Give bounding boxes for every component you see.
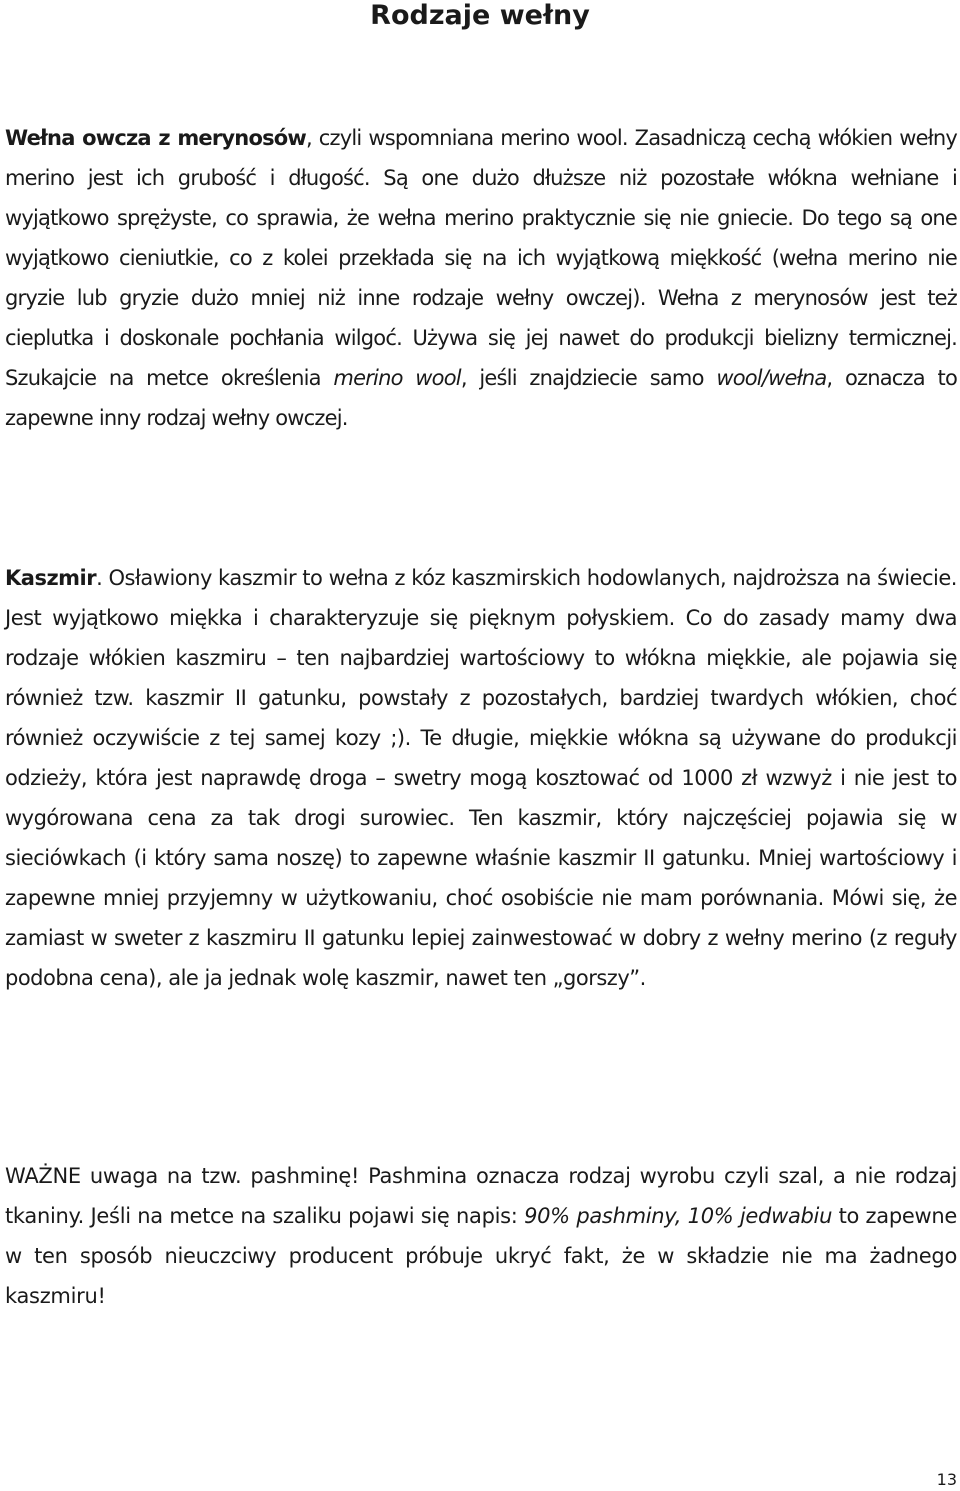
merino-text-part-3: , oznacza to zapewne inny rodzaj wełny owczej. [5, 366, 957, 430]
wool-italic-term: wool/wełna [716, 366, 827, 390]
page-number: 13 [936, 1470, 957, 1489]
merino-wool-italic-term: merino wool [333, 366, 461, 390]
paragraph-merino-wool [5, 118, 957, 438]
pashmina-text-part-1: WAŻNE uwaga na tzw. pashminę! Pashmina oznacza rodzaj wyrobu czyli szal, a nie rodzaj tkaniny. Jeśli na metce na szaliku pojawi się napis: [5, 1164, 957, 1228]
paragraph-pashmina-warning [5, 1156, 957, 1316]
page-title: Rodzaje wełny [370, 0, 590, 31]
merino-wool-lead: Wełna owcza z merynosów [5, 126, 306, 150]
cashmere-lead: Kaszmir [5, 566, 97, 590]
merino-text-part-1: , czyli wspomniana merino wool. Zasadniczą cechą włókien wełny merino jest ich grubość i długość. Są one dużo dłuższe niż pozostałe włókna wełniane i wyjątkowo sprężyste, co sprawia, że wełna merino praktycznie się nie gniecie. Do tego są one wyjątkowo cieniutkie, co z kolei przekłada się na ich wyjątkową miękkość (wełna merino nie gryzie lub gryzie dużo mniej niż inne rodzaje wełny owczej). Wełna z merynosów jest też cieplutka i doskonale pochłania wilgoć. Używa się jej nawet do produkcji bielizny termicznej. Szukajcie na metce określenia [5, 126, 957, 390]
paragraph-cashmere [5, 558, 957, 998]
pashmina-text-part-2: to zapewne w ten sposób nieuczciwy producent próbuje ukryć fakt, że w składzie nie ma żadnego kaszmiru! [5, 1204, 957, 1308]
merino-text-part-2: , jeśli znajdziecie samo [460, 366, 717, 390]
pashmina-italic-label: 90% pashminy, 10% jedwabiu [524, 1204, 833, 1228]
cashmere-text: . Osławiony kaszmir to wełna z kóz kaszmirskich hodowlanych, najdroższa na świecie. Jest wyjątkowo miękka i charakteryzuje się pięknym połyskiem. Co do zasady mamy dwa rodzaje włókien kaszmiru – ten najbardziej wartościowy to włókna miękkie, ale pojawia się również tzw. kaszmir II gatunku, powstały z pozostałych, bardziej twardych włókien, choć również oczywiście z tej samej kozy ;). Te długie, miękkie włókna są używane do produkcji odzieży, która jest naprawdę droga – swetry mogą kosztować od 1000 zł wzwyż i nie jest to wygórowana cena za tak drogi surowiec. Ten kaszmir, który najczęściej pojawia się w sieciówkach (i który sama noszę) to zapewne właśnie kaszmir II gatunku. Mniej wartościowy i zapewne mniej przyjemny w użytkowaniu, choć osobiście nie mam porównania. Mówi się, że zamiast w sweter z kaszmiru II gatunku lepiej zainwestować w dobry z wełny merino (z reguły podobna cena), ale ja jednak wolę kaszmir, nawet ten „gorszy”. [5, 566, 957, 990]
